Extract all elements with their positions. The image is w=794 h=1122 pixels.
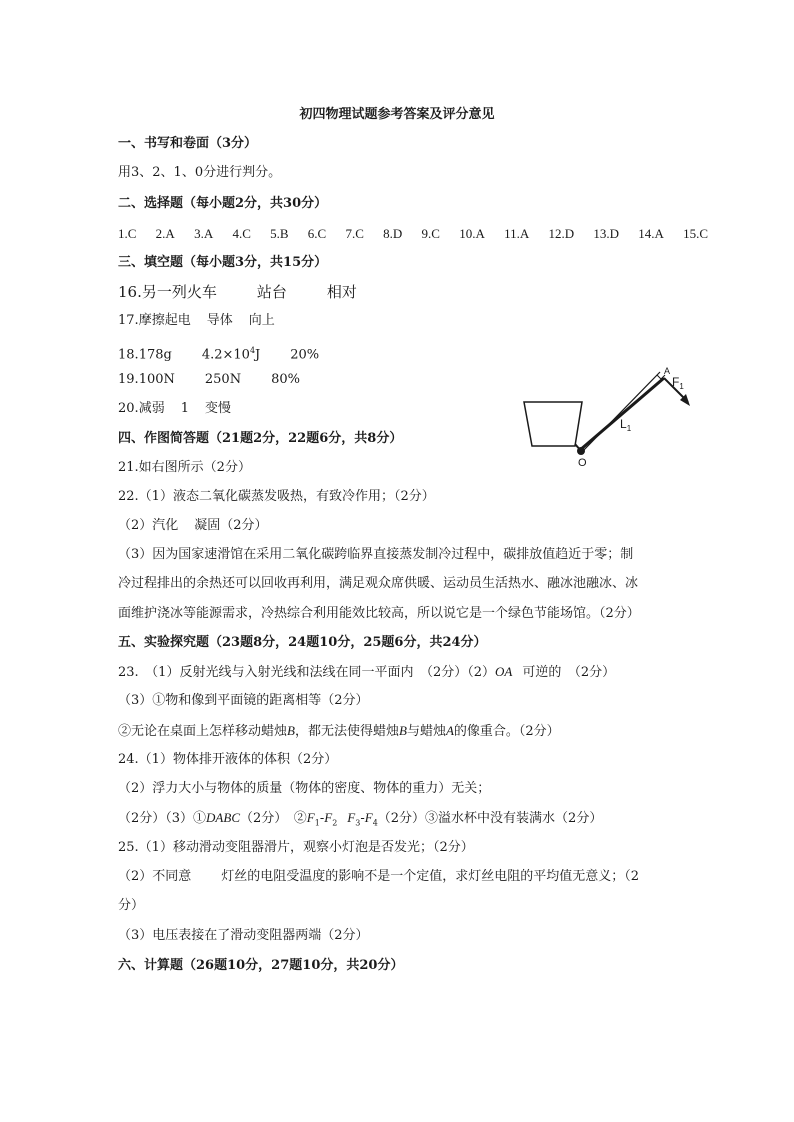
q24-3-pre: （2分）（3）① xyxy=(118,811,207,826)
q19-a1: 100N xyxy=(138,372,175,387)
q23-3b-b2: B xyxy=(398,723,407,738)
pivot-dot xyxy=(577,447,585,455)
q23-rev: 可逆的 （2分） xyxy=(522,665,616,680)
choice-answer: 11.A xyxy=(504,226,530,241)
q18-row xyxy=(118,342,319,364)
q22-2-row xyxy=(118,517,268,535)
q24-3-s1: （2分） ② xyxy=(240,811,307,826)
q23-oa: OA xyxy=(495,664,513,679)
choice-answer: 8.D xyxy=(383,226,403,241)
q19-a2: 250N xyxy=(204,372,242,387)
q17-row xyxy=(118,312,275,330)
q22-3-line2: 冷过程排出的余热还可以回收再利用，满足观众席供暖、运动员生活热水、融冰池融冰、冰 xyxy=(118,576,639,591)
q24-3-dabc: DABC xyxy=(206,810,240,825)
q24-3-f2-sub: 2 xyxy=(332,818,338,828)
q16-num: 16. xyxy=(118,283,142,301)
choice-answers-row xyxy=(118,225,708,243)
q18-num: 18. xyxy=(118,347,139,363)
q24-3-minus2: - xyxy=(360,811,365,826)
q24-3-minus1: - xyxy=(319,811,325,826)
q24-3-row xyxy=(118,809,602,833)
choice-answer: 1.C xyxy=(118,226,137,241)
choice-answer: 10.A xyxy=(459,226,485,241)
q23-3-text: （3）①物和像到平面镜的距离相等（2分） xyxy=(118,693,369,708)
q22-1-text: 22.（1）液态二氧化碳蒸发吸热，有致冷作用；（2分） xyxy=(118,489,435,504)
section-5-heading: 五、实验探究题（23题8分，24题10分，25题6分，共24分） xyxy=(118,635,487,650)
q25-2-cont: 分） xyxy=(118,898,145,913)
q23-3b-mid2: 与蜡烛 xyxy=(406,724,446,739)
q24-3-f4-sub: 4 xyxy=(372,818,378,828)
choice-answer: 7.C xyxy=(345,226,364,241)
choice-answer: 14.A xyxy=(638,226,664,241)
choice-answer: 4.C xyxy=(232,226,251,241)
q20-num: 20. xyxy=(118,401,139,416)
section-1-heading: 一、书写和卷面（3分） xyxy=(118,136,258,151)
q24-3-f1: F xyxy=(306,810,315,825)
q17-a3: 向上 xyxy=(248,313,275,328)
q17-num: 17. xyxy=(118,313,139,328)
q18-a1: 178g xyxy=(138,347,172,363)
q16-a2: 站台 xyxy=(256,283,287,301)
pivot-label: O xyxy=(578,457,587,469)
q22-2b: 凝固（2分） xyxy=(194,518,268,533)
section-2-heading: 二、选择题（每小题2分，共30分） xyxy=(118,196,328,211)
page-title: 初四物理试题参考答案及评分意见 xyxy=(299,107,495,122)
q20-row xyxy=(118,400,231,418)
section-4-heading: 四、作图简答题（21题2分，22题6分，共8分） xyxy=(118,431,403,446)
q22-2a: （2）汽化 xyxy=(118,518,179,533)
q19-a3: 80% xyxy=(271,372,300,387)
q24-3-f2: F xyxy=(324,810,333,825)
choice-answer: 15.C xyxy=(683,226,709,241)
q24-3-f4: F xyxy=(364,810,373,825)
q23-1: 23. （1）反射光线与入射光线和法线在同一平面内 （2分）（2） xyxy=(118,665,495,680)
q24-3-f3-sub: 3 xyxy=(355,818,361,828)
choice-answer: 13.D xyxy=(593,226,620,241)
choice-answer: 6.C xyxy=(307,226,327,241)
q23-1-row xyxy=(118,663,615,682)
choice-answer: 9.C xyxy=(421,226,440,241)
q23-3b-mid: ，都无法使得蜡烛 xyxy=(294,724,399,739)
q25-3-text: （3）电压表接在了滑动变阻器两端（2分） xyxy=(118,928,369,943)
choice-answer: 5.B xyxy=(270,226,289,241)
q22-3-line1: （3）因为国家速滑馆在采用二氧化碳跨临界直接蒸发制冷过程中，碳排放值趋近于零；制 xyxy=(118,547,634,562)
q18-a2: 4.2×10 xyxy=(201,347,250,363)
arm-label: $L_1$ xyxy=(620,417,632,433)
q25-2a: （2）不同意 xyxy=(118,869,192,884)
lever-diagram xyxy=(520,360,690,470)
q17-a1: 摩擦起电 xyxy=(138,313,191,328)
q24-3-end: （2分）③溢水杯中没有装满水（2分） xyxy=(377,811,603,826)
q23-3b-b: B xyxy=(287,723,295,738)
choice-answer: 12.D xyxy=(548,226,575,241)
section-6-heading: 六、计算题（26题10分，27题10分，共20分） xyxy=(118,958,404,973)
q25-2-row xyxy=(118,868,639,886)
q23-3b-a: A xyxy=(445,723,454,738)
q19-row xyxy=(118,371,300,389)
q18-a2-unit: J xyxy=(255,347,261,363)
q23-3b-row xyxy=(118,722,560,741)
point-a-label: A xyxy=(664,366,671,376)
choice-answer: 2.A xyxy=(155,226,175,241)
q24-3-f3: F xyxy=(347,810,356,825)
q23-3b-end: 的像重合。（2分） xyxy=(453,724,560,739)
q16-row xyxy=(118,283,357,301)
q21-text: 21.如右图所示（2分） xyxy=(118,460,251,475)
q20-a1: 减弱 xyxy=(138,401,165,416)
q24-3-f1-sub: 1 xyxy=(314,818,320,828)
q24-2-text: （2）浮力大小与物体的质量（物体的密度、物体的重力）无关； xyxy=(118,781,491,796)
lever-arm xyxy=(580,378,664,450)
q18-a3: 20% xyxy=(290,347,320,363)
section-3-heading: 三、填空题（每小题3分，共15分） xyxy=(118,255,328,270)
moment-arm-line xyxy=(582,372,660,452)
bucket-shape xyxy=(524,402,582,446)
choice-answer: 3.A xyxy=(194,226,214,241)
q17-a2: 导体 xyxy=(206,313,233,328)
q22-3-line3: 面维护浇冰等能源需求，冷热综合利用能效比较高，所以说它是一个绿色节能场馆。（2分） xyxy=(118,606,640,621)
q18-a2-exp: 4 xyxy=(249,346,256,355)
q25-1-text: 25.（1）移动滑动变阻器滑片，观察小灯泡是否发光；（2分） xyxy=(118,840,474,855)
q25-2b: 灯丝的电阻受温度的影响不是一个定值，求灯丝电阻的平均值无意义；（2 xyxy=(221,869,640,884)
q23-3b-pre: ②无论在桌面上怎样移动蜡烛 xyxy=(118,724,288,739)
q24-1-text: 24.（1）物体排开液体的体积（2分） xyxy=(118,752,338,767)
q16-a1: 另一列火车 xyxy=(141,283,217,301)
section-1-text: 用3、2、1、0分进行判分。 xyxy=(118,165,282,180)
q20-a2: 1 xyxy=(180,401,189,416)
q19-num: 19. xyxy=(118,372,139,387)
force-label: $F_1$ xyxy=(672,375,684,391)
q20-a3: 变慢 xyxy=(204,401,231,416)
q16-a3: 相对 xyxy=(326,283,357,301)
